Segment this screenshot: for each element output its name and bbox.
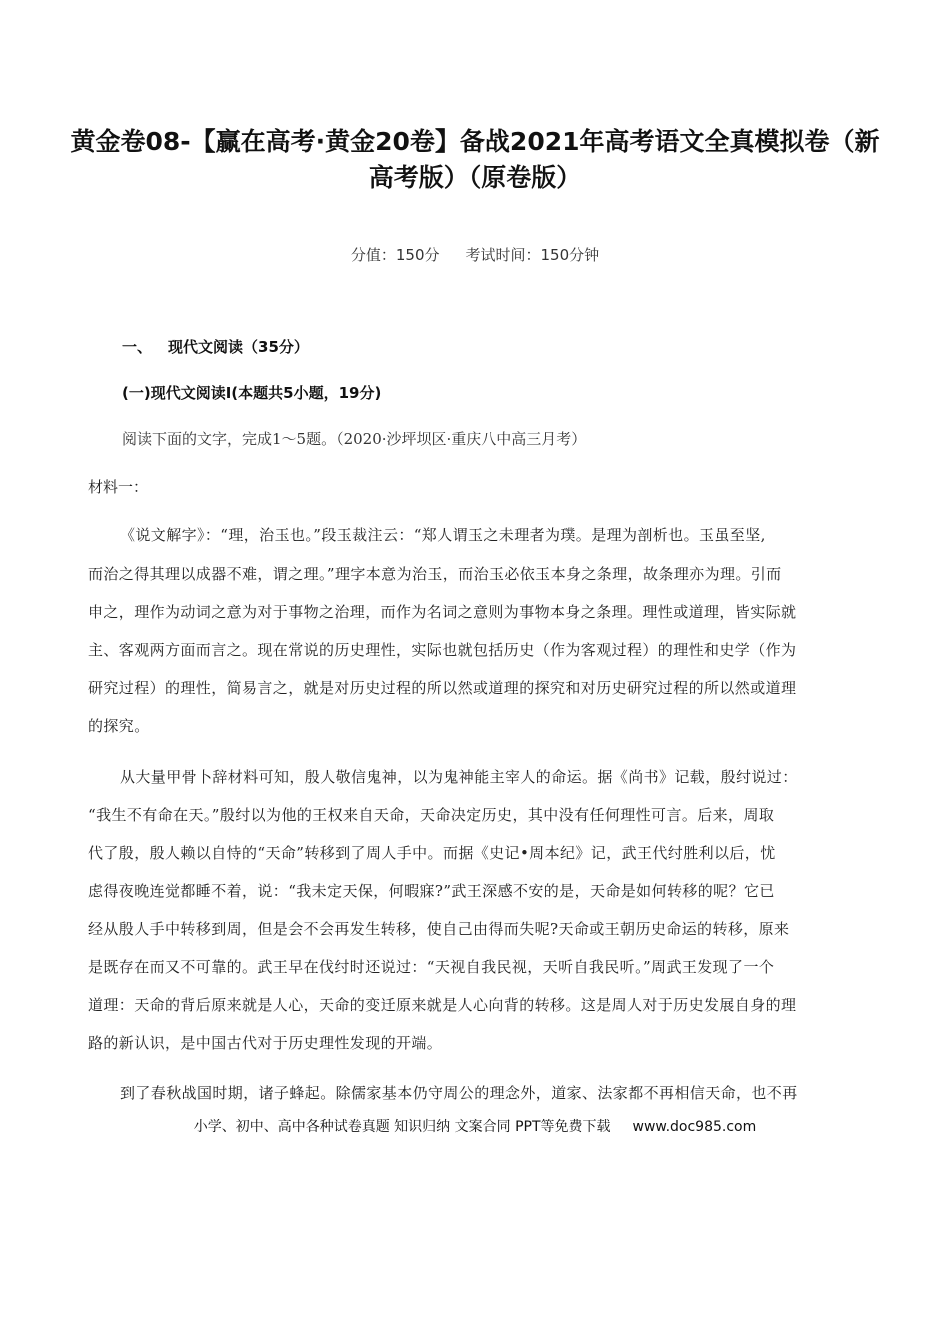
exam-meta <box>0 244 950 265</box>
document-title-line2: 高考版）（原卷版） <box>368 163 582 192</box>
paragraph3-line: 到了春秋战国时期，诸子蜂起。除儒家基本仍守周公的理念外，道家、法家都不再相信天命，也不再 <box>120 1084 798 1102</box>
paragraph2-line: 路的新认识，是中国古代对于历史理性发现的开端。 <box>88 1034 443 1052</box>
paragraph1-line: 而治之得其理以成器不难，谓之理。”理字本意为治玉，而治玉必依玉本身之条理，故条理亦为理。引而 <box>88 565 782 583</box>
paragraph1-line: 的探究。 <box>88 717 150 735</box>
section-heading <box>122 336 309 357</box>
paragraph2-line: “我生不有命在天。”殷纣以为他的王权来自天命，天命决定历史，其中没有任何理性可言。后来，周取 <box>88 806 775 824</box>
paragraph2-line: 是既存在而又不可靠的。武王早在伐纣时还说过：“天视自我民视，天听自我民听。”周武王发现了一个 <box>88 958 775 976</box>
paragraph2-line: 从大量甲骨卜辞材料可知，殷人敬信鬼神，以为鬼神能主宰人的命运。据《尚书》记载，殷纣说过： <box>120 768 798 786</box>
section-number: 一、 <box>122 338 153 356</box>
footer-text: 小学、初中、高中各种试卷真题 知识归纳 文案合同 PPT等免费下载 <box>193 1119 611 1135</box>
exam-score: 分值：150分 <box>350 246 440 264</box>
section-title: 现代文阅读（35分） <box>168 338 309 356</box>
paragraph1-line: 研究过程）的理性，简易言之，就是对历史过程的所以然或道理的探究和对历史研究过程的所以然或道理 <box>88 679 797 697</box>
paragraph1-line: 申之，理作为动词之意为对于事物之治理，而作为名词之意则为事物本身之条理。理性或道理，皆实际就 <box>88 603 797 621</box>
exam-time: 考试时间：150分钟 <box>465 246 600 264</box>
footer-link[interactable]: www.doc985.com <box>632 1119 757 1135</box>
paragraph2-line: 道理：天命的背后原来就是人心，天命的变迁原来就是人心向背的转移。这是周人对于历史发展自身的理 <box>88 996 797 1014</box>
page-footer <box>0 1116 950 1136</box>
material-label: 材料一： <box>88 478 149 496</box>
paragraph1-line: 《说文解字》：“理，治玉也。”段玉裁注云：“郑人谓玉之未理者为璞。是理为剖析也。玉虽至坚, <box>120 526 766 544</box>
paragraph2-line: 经从殷人手中转移到周，但是会不会再发生转移，使自己由得而失呢?天命或王朝历史命运的转移，原来 <box>88 920 790 938</box>
paragraph2-line: 代了殷，殷人赖以自恃的“天命”转移到了周人手中。而据《史记•周本纪》记，武王代纣胜利以后，忧 <box>88 844 776 862</box>
subsection-heading: (一)现代文阅读Ⅰ(本题共5小题，19分) <box>122 384 382 402</box>
paragraph2-line: 虑得夜晚连觉都睡不着，说：“我未定天保，何暇寐?”武王深感不安的是，天命是如何转移的呢？它已 <box>88 882 775 900</box>
document-title-line1: 黄金卷08-【赢在高考·黄金20卷】备战2021年高考语文全真模拟卷（新 <box>70 127 880 156</box>
paragraph1-line: 主、客观两方面而言之。现在常说的历史理性，实际也就包括历史（作为客观过程）的理性和史学（作为 <box>88 641 797 659</box>
reading-instruction: 阅读下面的文字，完成1～5题。（2020·沙坪坝区·重庆八中高三月考） <box>122 430 587 448</box>
